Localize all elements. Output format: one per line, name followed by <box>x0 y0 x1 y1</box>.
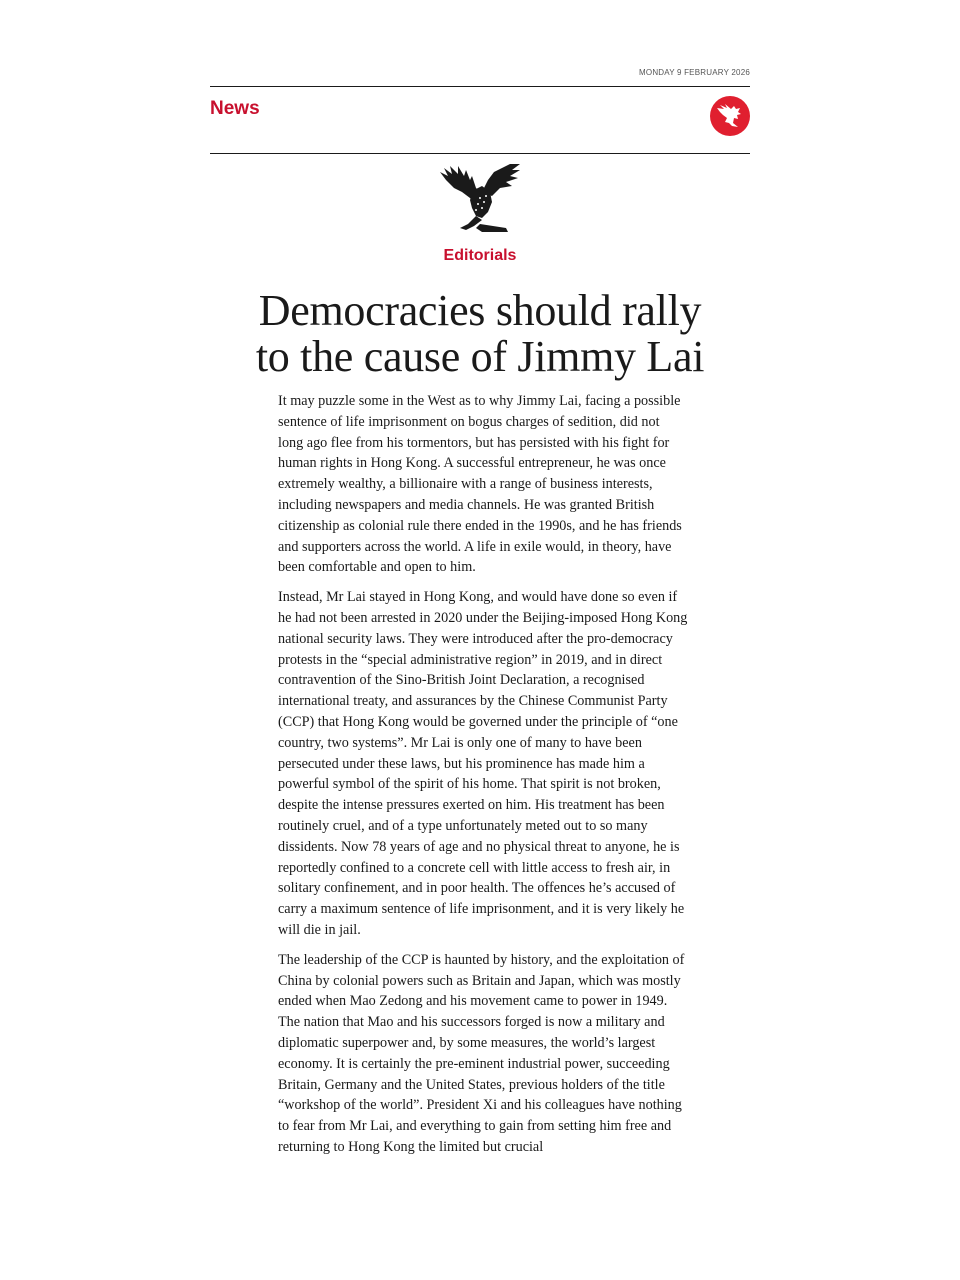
header-bottom-rule <box>210 153 750 154</box>
eagle-icon <box>710 96 750 136</box>
publication-date: MONDAY 9 FEBRUARY 2026 <box>639 68 750 77</box>
article-paragraph: It may puzzle some in the West as to why Jimmy Lai, facing a possible sentence of life imprisonment on bogus charges of sedition, did not long ago flee from his tormentors, but has persisted with his fight for human rights in Hong Kong. A successful entrepreneur, he was once extremely wealthy, a billionaire with a range of business interests, including newspapers and media channels. He was granted British citizenship as colonial rule there ended in the 1990s, and he has friends and supporters across the world. A life in exile would, in theory, have been comfortable and open to him. <box>278 393 682 576</box>
section-label[interactable]: News <box>210 98 260 119</box>
article-paragraph: The leadership of the CCP is haunted by history, and the exploitation of China by colonial powers such as Britain and Japan, which was mostly ended when Mao Zedong and his movement came to power in 1949. The nation that Mao and his successors forged is now a military and diplomatic superpower and, by some measures, the world’s largest economy. It is certainly the pre-eminent industrial power, succeeding Britain, Germany and the United States, previous holders of the title “workshop of the world”. President Xi and his colleagues have nothing to fear from Mr Lai, and everything to gain from setting him free and returning to Hong Kong the limited but crucial <box>278 951 685 1155</box>
eagle-badge[interactable] <box>710 96 750 136</box>
article-body <box>278 391 688 1167</box>
headline-line-2: to the cause of Jimmy Lai <box>255 332 705 381</box>
header-top-rule <box>210 86 750 87</box>
article-paragraph: Instead, Mr Lai stayed in Hong Kong, and would have done so even if he had not been arrested in 2020 under the Beijing-imposed Hong Kong national security laws. They were introduced after the pro-democracy protests in the “special administrative region” in 2019, and in direct contravention of the Sino-British Joint Declaration, a recognised international treaty, and assurances by the Chinese Communist Party (CCP) that Hong Kong would be governed under the principle of “one country, two systems”. Mr Lai is only one of many to have been persecuted under these laws, but his prominence has made him a powerful symbol of the spirit of his home. That spirit is not broken, despite the intense pressures exerted on him. His treatment has been routinely cruel, and of a type unfortunately meted out to so many dissidents. Now 78 years of age and no physical threat to anyone, he is reportedly confined to a concrete cell with little access to fresh air, in solitary confinement, and in poor health. The offences he’s accused of carry a maximum sentence of life imprisonment, and it is very likely he will die in jail. <box>278 589 688 938</box>
eagle-icon <box>436 162 524 242</box>
section-kicker: Editorials <box>443 247 517 264</box>
article-headline <box>200 288 760 380</box>
headline-line-1: Democracies should rally <box>258 286 702 335</box>
